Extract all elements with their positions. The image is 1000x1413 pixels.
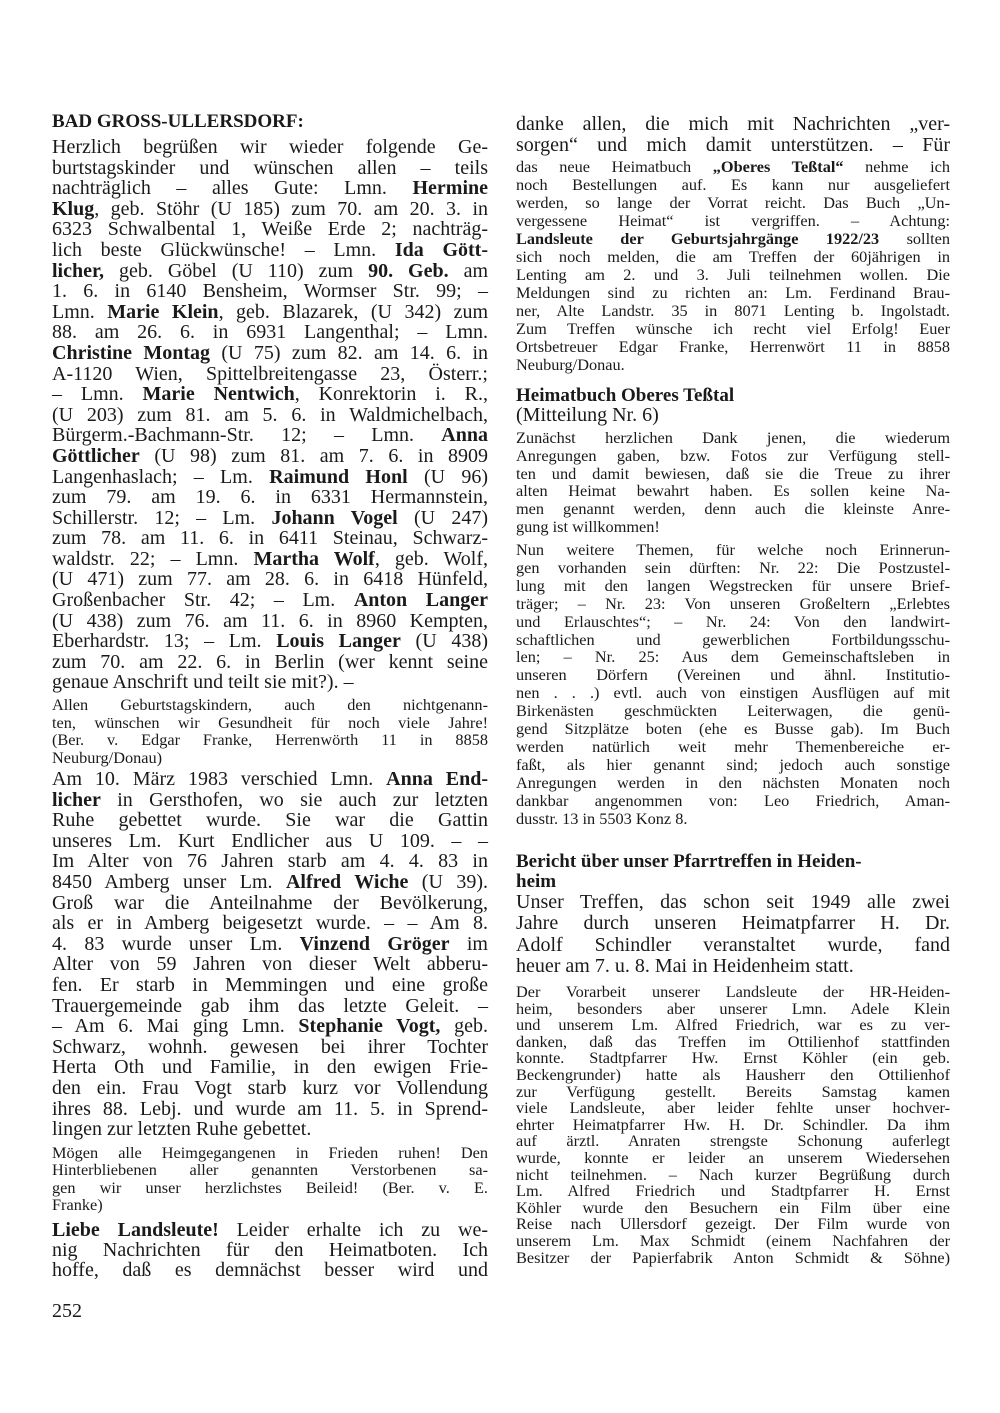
text-line: Zunächst herzlichen Dank jenen, die wiederum — [516, 428, 950, 447]
bold-text: licher — [52, 788, 101, 811]
paragraph-small — [52, 1144, 488, 1213]
text-line: Hinterbliebenen aller genannten Verstorbenen sa- — [52, 1160, 488, 1180]
bold-text: Johann Vogel — [271, 506, 398, 529]
text-line: nen . . .) evtl. auch von einstigen Ausflügen auf mit — [516, 683, 950, 703]
text-line: und Erlauschtes“; – Nr. 24: Von den landwirt- — [516, 611, 950, 631]
text-line: unseres Lm. Kurt Endlicher aus U 109. – – — [52, 829, 488, 852]
text-line: (Ber. v. Edgar Franke, Herrenwörth 11 in 8858 — [52, 730, 488, 750]
text-line: Beckengrunder) hatte als Hausherr den Ottilienhof — [516, 1064, 950, 1084]
text-line: gen vorhanden sein dürften: Nr. 22: Die Postzustel- — [516, 557, 950, 577]
text: (U 96) — [407, 465, 488, 488]
bold-text: Göttlicher — [52, 444, 140, 467]
bold-text: Landsleute der Geburtsjahrgänge 1922/23 — [516, 229, 880, 248]
paragraph — [52, 137, 488, 693]
text-line: hoffe, daß es demnächst besser wird und — [52, 1259, 488, 1282]
paragraph-small — [516, 541, 950, 828]
text-line: Herta Oth und Familie, in den ewigen Frie- — [52, 1056, 488, 1079]
text-line — [52, 425, 488, 446]
bold-text: Anton Langer — [353, 589, 488, 612]
text-line: sich noch melden, die am Treffen der 60jährigen in — [516, 247, 950, 266]
bold-text: Raimund Honl — [269, 465, 408, 488]
text: , geb. Blazarek, (U 342) zum — [218, 300, 489, 323]
paragraph — [52, 1220, 488, 1281]
text-line — [52, 467, 488, 488]
text-line — [52, 302, 488, 323]
text-line — [52, 631, 488, 652]
text-line: Ruhe gebettet wurde. Sie war die Gattin — [52, 809, 488, 832]
text-line: und unserem Lm. Alfred Friedrich, war es zu ver- — [516, 1015, 950, 1035]
bold-text: Marie Klein — [107, 300, 219, 323]
text-line — [52, 240, 488, 261]
text-line: Adolf Schindler veranstaltet wurde, fand — [516, 933, 950, 956]
text-line: men genannt werden, denn auch die kleinste Anre- — [516, 499, 950, 519]
text: Schillerstr. 12; – Lm. — [52, 506, 272, 529]
text-line: faßt, als hier genannt sind; jedoch auch sonstige — [516, 754, 950, 774]
text-line: Anregungen werden in den nächsten Monaten noch — [516, 772, 950, 792]
text: , geb. Stöhr (U 185) zum 70. am 20. 3. in — [94, 197, 488, 220]
bold-text: Alfred Wiche — [285, 870, 409, 893]
text-line: nicht teilnehmen. – Nach kurzer Begrüßung durch — [516, 1164, 950, 1184]
text-line: ehrter Heimatpfarrer Hw. H. Dr. Schindler. Da ihm — [516, 1114, 950, 1134]
text: nehme ich — [843, 157, 950, 176]
text: das neue Heimatbuch — [516, 157, 713, 176]
text-line — [52, 343, 488, 364]
text: (U 75) zum 82. am 14. 6. in — [210, 341, 488, 364]
text-line: Neuburg/Donau) — [52, 747, 163, 767]
text-line: alten Heimat bewahrt haben. Es sollen keine Na- — [516, 481, 950, 501]
text-line: nig Nachrichten für den Heimatboten. Ich — [52, 1239, 488, 1262]
bold-text: Louis Langer — [276, 630, 401, 653]
text-line: 6323 Schwalbental 1, Weiße Erde 2; nachträg- — [52, 218, 488, 241]
text-line: Nun weitere Themen, für welche noch Erinnerun- — [516, 540, 950, 559]
text: im — [449, 932, 488, 955]
text-line: len; – Nr. 25: Aus dem Gemeinschaftsleben in — [516, 647, 950, 667]
text-line: (Mitteilung Nr. 6) — [516, 404, 659, 426]
bold-text: Marie Nentwich — [142, 383, 295, 406]
text-line: Besitzer der Papierfabrik Anton Schmidt & Söhne) — [516, 1247, 950, 1267]
text-line: vergessene Heimat“ ist vergriffen. – Achtung: — [516, 211, 950, 230]
paragraph-small — [516, 429, 950, 536]
text-line: (U 438) zum 76. am 11. 6. in 8960 Kempten, — [52, 609, 488, 632]
text-line — [516, 158, 950, 176]
text-line: dankbar angenommen von: Leo Friedrich, Aman- — [516, 790, 950, 810]
text-line — [52, 590, 488, 611]
text: nachträglich – alles Gute: Lmn. — [52, 177, 413, 200]
text-line: Franke) — [52, 1194, 103, 1214]
text-line: Neuburg/Donau. — [516, 355, 625, 374]
text-line: unserem Lm. Max Schmidt (einem Nachfahren der — [516, 1230, 950, 1250]
bold-text: Christine Montag — [52, 341, 211, 364]
text-line: Zum Treffen wünsche ich recht viel Erfolg! Euer — [516, 319, 950, 338]
text-line: zur Verfügung gestellt. Bereits Samstag kamen — [516, 1081, 950, 1101]
text-line: träger; – Nr. 23: Von unseren Großeltern „Erlebtes — [516, 593, 950, 613]
text-line: ner, Alte Landstr. 35 in 8071 Lenting b. Ingolstadt. — [516, 301, 950, 320]
text: Großenbacher Str. 42; – Lm. — [52, 589, 354, 612]
bold-text: 90. Geb. — [368, 259, 449, 282]
text-line: burtstagskinder und wünschen allen – teils — [52, 156, 488, 179]
bold-text: Klug — [52, 197, 95, 220]
text: Leider erhalte ich zu we- — [218, 1219, 488, 1241]
text-line: Mögen alle Heimgegangenen in Frieden ruhen! Den — [52, 1143, 488, 1162]
text-line: Birkenästen geschmückten Leiterwagen, die genü- — [516, 701, 950, 721]
text-line: heuer am 7. u. 8. Mai in Heidenheim statt. — [516, 954, 854, 977]
text-line — [52, 769, 488, 790]
text: am — [448, 259, 488, 282]
text-line: Herzlich begrüßen wir wieder folgende Ge- — [52, 136, 488, 158]
text: geb. Göbel (U 110) zum — [104, 259, 369, 282]
paragraph — [516, 892, 950, 977]
text-line: Anregungen gaben, bzw. Fotos zur Verfügung stell- — [516, 445, 950, 465]
text: (U 247) — [397, 506, 488, 529]
text-line: unseren Dörfern (Vereinen und ähnl. Institutio- — [516, 665, 950, 685]
text-line: auf ärztl. Anraten strengste Schonung auferlegt — [516, 1131, 950, 1151]
text-line — [52, 508, 488, 529]
text: Eberhardstr. 13; – Lm. — [52, 630, 277, 653]
text-line: genaue Anschrift und teilt sie mit?). – — [52, 671, 354, 694]
text-line — [52, 261, 488, 282]
paragraph-small — [52, 696, 488, 766]
bold-text: Martha Wolf — [253, 547, 375, 570]
text: waldstr. 22; – Lmn. — [52, 547, 254, 570]
bold-text: Bericht über unser Pfarrtreffen in Heiden- — [516, 851, 862, 872]
text: (U 98) zum 81. am 7. 6. in 8909 — [139, 444, 488, 467]
text-line — [52, 1016, 488, 1037]
text-line: dusstr. 13 in 5503 Konz 8. — [516, 808, 688, 828]
text-line: A-1120 Wien, Spittelbreitengasse 23, Österr.; — [52, 362, 488, 385]
bold-text: „Oberes Teßtal“ — [712, 157, 844, 176]
text-line: werden, so lange der Vorrat reicht. Das Buch „Un- — [516, 193, 950, 212]
text-line: den ein. Frau Vogt starb kurz vor Vollendung — [52, 1076, 488, 1099]
text-line: Ortsbetreuer Edgar Franke, Herrenwört 11 in 8858 — [516, 337, 950, 356]
text-line: heim, besonders aber unserer Lmn. Adele Klein — [516, 998, 950, 1018]
bold-text: Anna — [441, 424, 488, 447]
text-line: schaftlichen und gewerblichen Fortbildungsschu- — [516, 629, 950, 649]
text-line: danken, daß das Treffen im Ottilienhof stattfinden — [516, 1031, 950, 1051]
text-line: sorgen“ und mich damit unterstützen. – Für — [516, 133, 950, 156]
text-line: Groß war die Anteilnahme der Bevölkerung, — [52, 891, 488, 914]
text-line: Der Vorarbeit unserer Landsleute der HR-Heiden- — [516, 982, 950, 1001]
text: sollten — [879, 229, 950, 248]
bold-text: Anna End- — [386, 768, 488, 790]
text-line: zum 78. am 11. 6. in 6411 Steinau, Schwarz- — [52, 527, 488, 550]
text: , Konrektorin i. R., — [294, 383, 488, 406]
bold-text: Hermine — [412, 177, 488, 200]
text-line: (U 203) zum 81. am 5. 6. in Waldmichelbach, — [52, 403, 488, 426]
section-heading — [52, 111, 488, 133]
section-heading — [516, 852, 950, 892]
text-line: ten, wünschen wir Gesundheit für noch viele Jahre! — [52, 712, 488, 732]
text-line — [516, 852, 950, 872]
text: – Am 6. Mai ging Lmn. — [52, 1015, 299, 1038]
text-line: Jahre durch unseren Heimatpfarrer H. Dr. — [516, 912, 950, 935]
text-line: zum 79. am 19. 6. in 6331 Hermannstein, — [52, 486, 488, 509]
text-line: ten und damit bewiesen, daß sie die Treue zu ihrer — [516, 463, 950, 483]
text-line — [52, 178, 488, 199]
text-line: 88. am 26. 6. in 6931 Langenthal; – Lmn. — [52, 321, 488, 344]
text-line: Im Alter von 76 Jahren starb am 4. 4. 83 in — [52, 850, 488, 873]
text: (U 438) — [400, 630, 488, 653]
text-line: als er in Amberg beigesetzt wurde. – – Am 8. — [52, 912, 488, 935]
page-number: 252 — [52, 1300, 82, 1322]
text-line: gend Sitzplätze boten (ehe es Busse gab). Im Buch — [516, 719, 950, 739]
text-line: konnte. Stadtpfarrer Hw. Ernst Köhler (ein geb. — [516, 1048, 950, 1068]
text-line — [52, 384, 488, 405]
bold-text: Stephanie Vogt, — [298, 1015, 441, 1038]
bold-text: licher, — [52, 259, 105, 282]
text-line: gen wir unser herzlichstes Beileid! (Ber. v. E. — [52, 1177, 488, 1197]
text-line: Schwarz, wohnh. gewesen bei ihrer Tochter — [52, 1035, 488, 1058]
paragraph — [516, 114, 950, 155]
paragraph — [52, 769, 488, 1140]
text-line — [52, 934, 488, 955]
text-line — [52, 446, 488, 467]
text-line: Trauergemeinde gab ihm das letzte Geleit. – — [52, 994, 488, 1017]
bold-text: BAD GROSS-ULLERSDORF: — [52, 111, 304, 132]
bold-text: heim — [516, 871, 557, 892]
bold-text: Ida Gött- — [394, 238, 488, 261]
bold-text: Liebe Landsleute! — [52, 1219, 219, 1241]
text-line: Reise nach Ullersdorf gezeigt. Der Film wurde von — [516, 1214, 950, 1234]
text-line: Lenting am 2. und 3. Juli teilnehmen wollen. Die — [516, 265, 950, 284]
paragraph-small — [516, 984, 950, 1266]
text-line: gung ist willkommen! — [516, 516, 660, 536]
text-line: Allen Geburtstagskindern, auch den nichtgenann- — [52, 695, 488, 714]
text-line: Lm. Alfred Friedrich und Stadtpfarrer H. Ernst — [516, 1181, 950, 1201]
text: Lmn. — [52, 300, 108, 323]
text-line: noch Bestellungen auf. Es kann nur ausgeliefert — [516, 175, 950, 194]
text: Am 10. März 1983 verschied Lmn. — [52, 768, 387, 790]
text-line — [516, 872, 950, 892]
bold-text: Heimatbuch Oberes Teßtal — [516, 385, 735, 406]
text: geb. — [440, 1015, 488, 1038]
text-line: Alter von 59 Jahren von dieser Welt abberu- — [52, 953, 488, 976]
text: , geb. Wolf, — [374, 547, 488, 570]
text: 4. 83 wurde unser Lm. — [52, 932, 300, 955]
text-line: ihres 88. Lebj. und wurde am 11. 5. in Sprend- — [52, 1097, 488, 1120]
text-line: Meldungen sind zu richten an: Lm. Ferdinand Brau- — [516, 283, 950, 302]
text-line — [52, 1220, 488, 1240]
text-line — [52, 872, 488, 893]
text-line: zum 70. am 22. 6. in Berlin (wer kennt seine — [52, 650, 488, 673]
bold-text: Vinzend Gröger — [299, 932, 450, 955]
text-line: fen. Er starb in Memmingen und eine große — [52, 973, 488, 996]
text-line: lingen zur letzten Ruhe gebettet. — [52, 1118, 312, 1141]
text: Bürgerm.-Bachmann-Str. 12; – Lmn. — [52, 424, 442, 447]
text-line — [516, 230, 950, 248]
text: lich beste Glückwünsche! – Lmn. — [52, 238, 395, 261]
text-line: Unser Treffen, das schon seit 1949 alle zwei — [516, 891, 950, 913]
text: in Gersthofen, wo sie auch zur letzten — [100, 788, 488, 811]
text-line: wurde, konnte er leider an unserem Wiedersehen — [516, 1147, 950, 1167]
text-line — [52, 549, 488, 570]
text-line: (U 471) zum 77. am 28. 6. in 6418 Hünfeld, — [52, 568, 488, 591]
text: (U 39). — [408, 870, 488, 893]
text: 8450 Amberg unser Lm. — [52, 870, 286, 893]
text-line: danke allen, die mich mit Nachrichten „ver- — [516, 113, 950, 135]
text-line — [52, 790, 488, 811]
text-line: lung mit den langen Wegstrecken für unsere Brief- — [516, 575, 950, 595]
text: Langenhaslach; – Lm. — [52, 465, 270, 488]
text-line: Köhler wurde den Besuchern ein Film über eine — [516, 1197, 950, 1217]
text-line: 1. 6. in 6140 Bensheim, Wormser Str. 99; – — [52, 280, 488, 303]
text-line — [52, 199, 488, 220]
text-line — [52, 111, 488, 133]
paragraph-small — [516, 158, 950, 374]
text-line: werden natürlich weit mehr Themenbereiche er- — [516, 736, 950, 756]
text-line: viele Landsleute, aber leider fehlte unser hochver- — [516, 1098, 950, 1118]
text: – Lmn. — [52, 383, 143, 406]
paragraph — [516, 405, 950, 425]
